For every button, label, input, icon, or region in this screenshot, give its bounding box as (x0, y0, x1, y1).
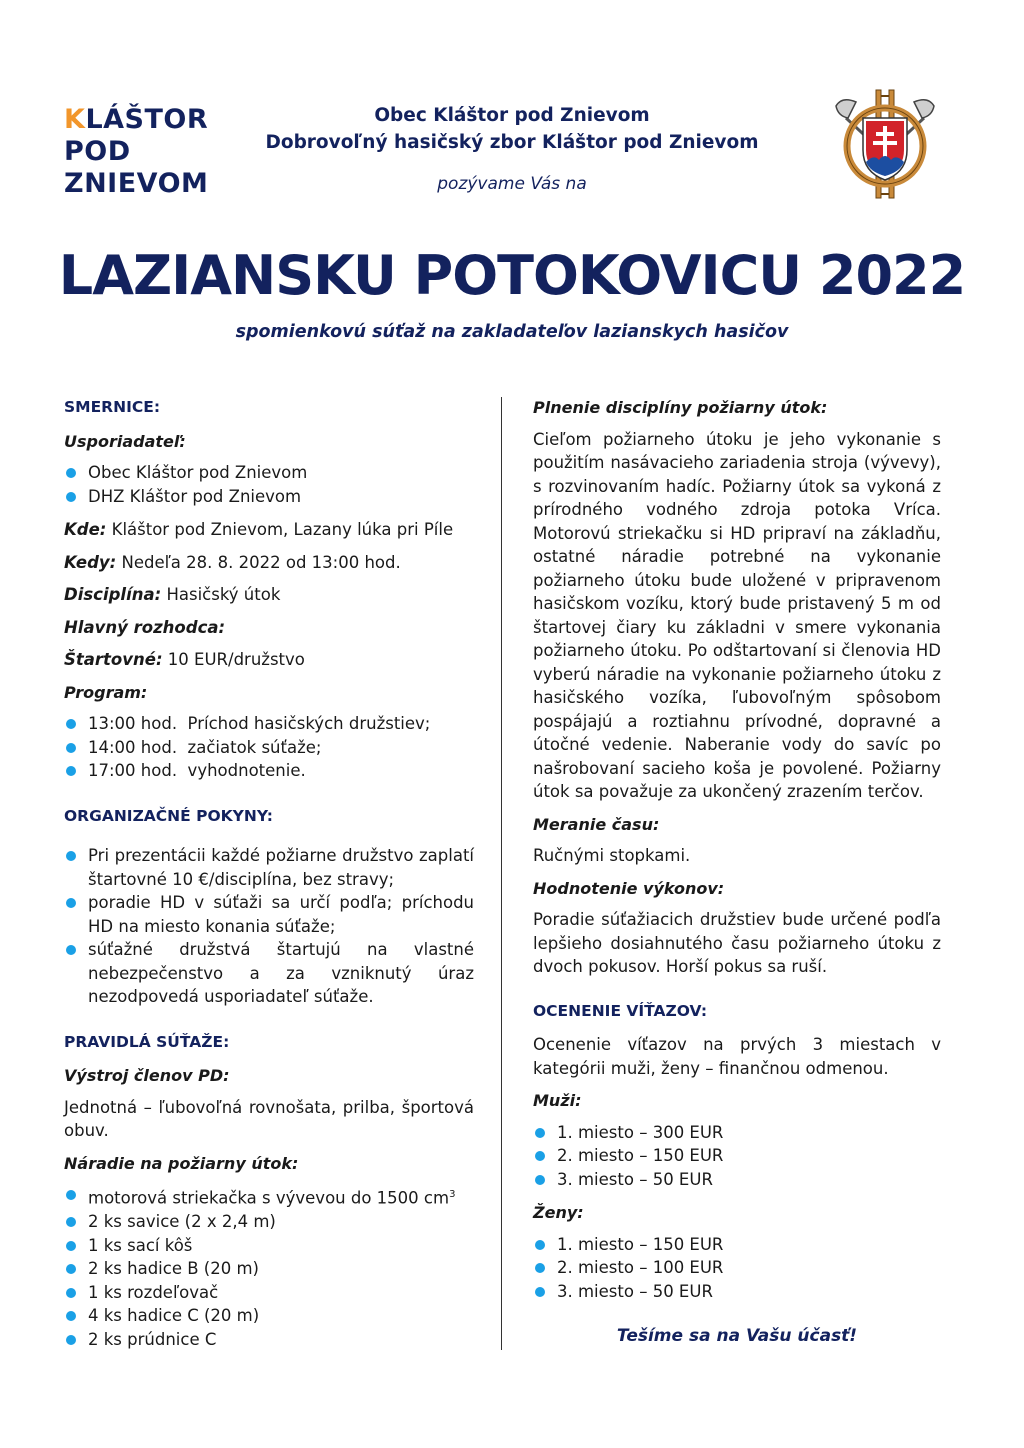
list-item: 2 ks savice (2 x 2,4 m) (64, 1210, 474, 1234)
list-item: súťažné družstvá štartujú na vlastné nebezpečenstvo a za vzniknutý úraz nezodpovedá usporiadateľ súťaže. (64, 938, 474, 1009)
list-item: 4 ks hadice C (20 m) (64, 1304, 474, 1328)
list-item: 1 ks sací kôš (64, 1234, 474, 1258)
organizer-list (64, 461, 474, 508)
list-item: poradie HD v súťaži sa určí podľa; príchodu HD na miesto konania súťaže; (64, 891, 474, 938)
judge-label: Hlavný rozhodca: (64, 617, 226, 637)
women-label: Ženy: (533, 1203, 584, 1222)
where-row (64, 518, 474, 542)
when-value: Nedeľa 28. 8. 2022 od 13:00 hod. (116, 552, 401, 572)
gear-label: Výstroj členov PD: (64, 1066, 230, 1085)
judge-row (64, 616, 474, 640)
closing-text: Tešíme sa na Vašu účasť! (616, 1326, 858, 1346)
fee-label: Štartovné: (64, 650, 163, 669)
logo-line2: POD (64, 136, 131, 167)
attack-text: Cieľom požiarneho útoku je jeho vykonanie s použitím nasávacieho zariadenia stroja (vývevy), s rozvinovaním hadíc. Požiarny útok sa vykoná z prírodného vodného zdroja potoka Vríca. Motorovú striekačku si HD pripraví na základňu, ostatné náradie potrebné na vykonanie požiarneho útoku bude uložené v pripravenom hasičskom vozíku, ktorý bude pristavený 5 m od štartovej čiary ku základni v smere vykonania požiarneho útoku. Po odštartovaní si členovia HD vyberú náradie na vykonanie požiarneho útoku z hasičského vozíka, ľubovoľným spôsobom pospájajú a roztiahnu prívodné, dopravné a útočné vedenie. Naberanie vody do savíc po našrobovaní sacieho koša je povolené. Požiarny útok sa považuje za ukončený zrazením terčov. (533, 429, 941, 801)
event-subtitle: spomienkovú súťaž na zakladateľov lazianskych hasičov (235, 322, 789, 342)
awards-text: Ocenenie víťazov na prvých 3 miestach v kategórii muži, ženy – finančnou odmenou. (533, 1035, 941, 1078)
discipline-row (64, 583, 474, 607)
list-item: 17:00 hod. vyhodnotenie. (64, 759, 474, 783)
header-organizers (260, 102, 764, 194)
fee-value: 10 EUR/družstvo (162, 650, 305, 669)
org-line-2: Dobrovoľný hasičský zbor Kláštor pod Znievom (265, 132, 759, 153)
organizer-label: Usporiadateľ: (64, 431, 186, 451)
when-label: Kedy: (64, 552, 117, 572)
list-item: 1. miesto – 150 EUR (533, 1233, 941, 1257)
men-prizes-list (533, 1121, 941, 1192)
list-item: Obec Kláštor pod Znievom (64, 461, 474, 485)
section-heading-rules: PRAVIDLÁ SÚŤAŽE: (64, 1032, 230, 1051)
tools-list (64, 1183, 474, 1351)
men-label: Muži: (533, 1091, 582, 1110)
logo-line3: ZNIEVOM (64, 168, 209, 199)
timing-text: Ručnými stopkami. (533, 846, 691, 865)
list-item: 13:00 hod. Príchod hasičských družstiev; (64, 712, 474, 736)
column-divider (501, 397, 502, 1350)
women-prizes-list (533, 1233, 941, 1304)
program-list (64, 712, 474, 783)
right-column (533, 396, 941, 1349)
eval-text: Poradie súťažiacich družstiev bude určené podľa lepšieho dosiahnutého času požiarneho útoku z dvoch pokusov. Horší pokus sa ruší. (533, 910, 941, 976)
list-item: 14:00 hod. začiatok súťaže; (64, 736, 474, 760)
fee-row (64, 648, 474, 672)
where-label: Kde: (64, 520, 107, 539)
left-column (64, 396, 474, 1361)
org-instructions-list (64, 844, 474, 1009)
tool-motor-superscript: 3 (449, 1189, 456, 1200)
tools-label: Náradie na požiarny útok: (64, 1153, 299, 1173)
eval-label: Hodnotenie výkonov: (533, 878, 725, 898)
list-item: 1 ks rozdeľovač (64, 1281, 474, 1305)
event-title: LAZIANSKU POTOKOVICU 2022 (58, 244, 966, 307)
logo-accent-letter: K (64, 104, 86, 135)
list-item: 2 ks prúdnice C (64, 1328, 474, 1352)
section-heading-awards: OCENENIE VÍŤAZOV: (533, 1001, 708, 1020)
list-item: 2. miesto – 100 EUR (533, 1256, 941, 1280)
discipline-value: Hasičský útok (161, 585, 281, 604)
invite-text: pozývame Vás na (437, 174, 587, 194)
list-item: 2. miesto – 150 EUR (533, 1144, 941, 1168)
list-item: 1. miesto – 300 EUR (533, 1121, 941, 1145)
section-heading-org: ORGANIZAČNÉ POKYNY: (64, 806, 273, 825)
when-row (64, 551, 474, 575)
list-item (64, 1183, 474, 1210)
program-label: Program: (64, 682, 148, 702)
timing-label: Meranie času: (533, 814, 660, 834)
attack-label: Plnenie disciplíny požiarny útok: (533, 398, 828, 417)
municipality-logo (64, 104, 244, 200)
tool-motor-text: motorová striekačka s vývevou do 1500 cm (88, 1188, 450, 1208)
where-value: Kláštor pod Znievom, Lazany lúka pri Píle (106, 520, 454, 539)
list-item: DHZ Kláštor pod Znievom (64, 485, 474, 509)
firefighter-crest-icon (826, 88, 944, 200)
list-item: 3. miesto – 50 EUR (533, 1280, 941, 1304)
gear-text: Jednotná – ľubovoľná rovnošata, prilba, športová obuv. (64, 1097, 474, 1140)
discipline-label: Disciplína: (64, 585, 162, 604)
list-item: 2 ks hadice B (20 m) (64, 1257, 474, 1281)
list-item: 3. miesto – 50 EUR (533, 1168, 941, 1192)
logo-line1: LÁŠTOR (85, 104, 209, 135)
section-heading-smernice: SMERNICE: (64, 398, 161, 416)
list-item: Pri prezentácii každé požiarne družstvo zaplatí štartovné 10 €/disciplína, bez stravy; (64, 844, 474, 891)
org-line-1: Obec Kláštor pod Znievom (374, 105, 650, 126)
